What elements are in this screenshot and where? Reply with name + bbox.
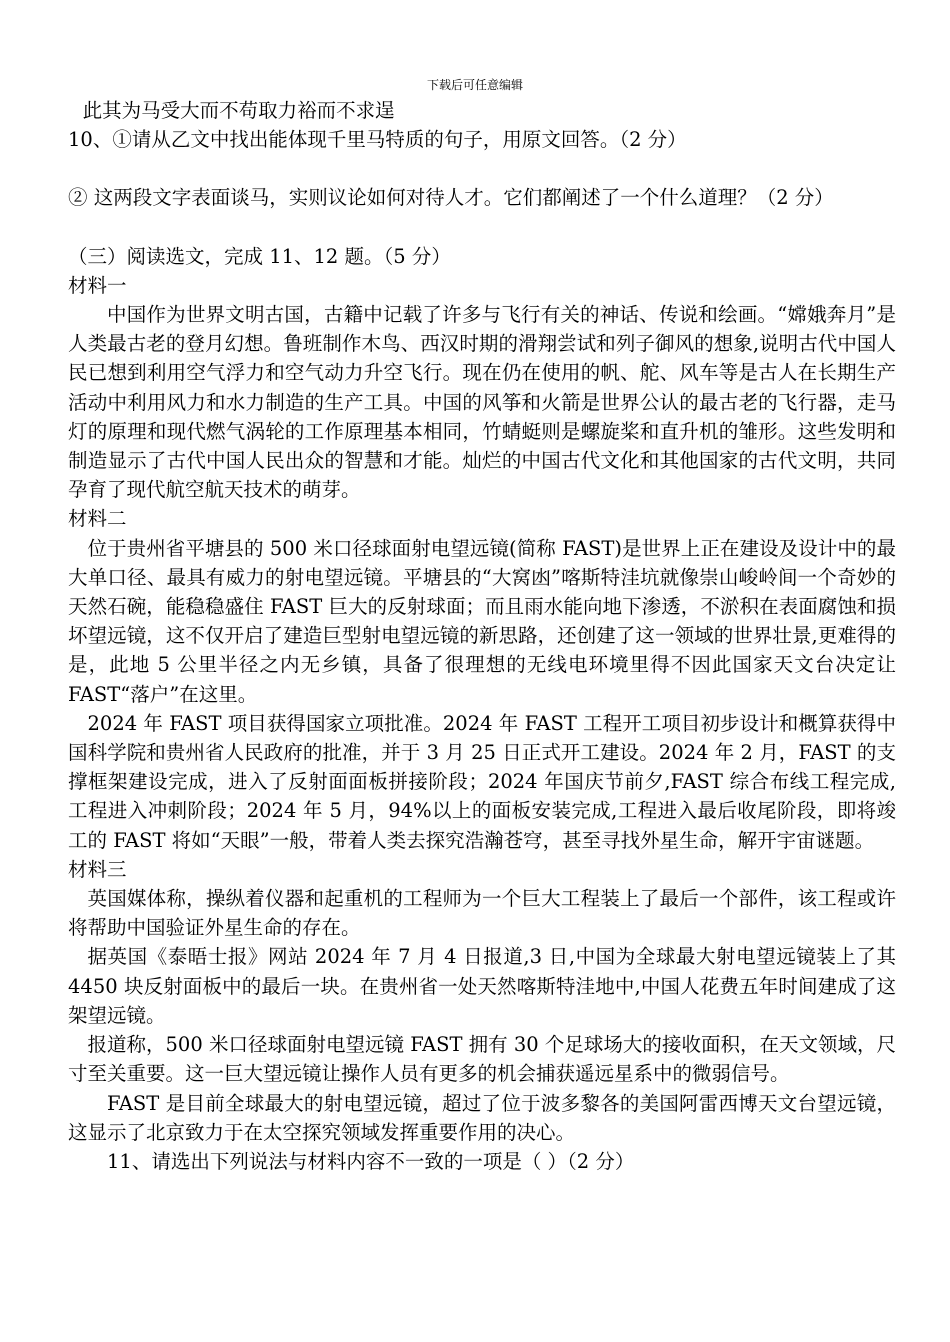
material-3-paragraph-3: 报道称，500 米口径球面射电望远镜 FAST 拥有 30 个足球场大的接收面积，在天文领域，尺寸至关重要。这一巨大望远镜让操作人员有更多的机会捕获遥远星系中的微弱信号。 xyxy=(68,1033,896,1086)
question-10-part-1: 10、①请从乙文中找出能体现千里马特质的句子，用原文回答。（2 分） xyxy=(68,128,687,152)
material-3-paragraph-4: FAST 是目前全球最大的射电望远镜，超过了位于波多黎各的美国阿雷西博天文台望远镜，这显示了北京致力于在太空探究领域发挥重要作用的决心。 xyxy=(68,1091,896,1144)
page-header: 下载后可任意编辑 xyxy=(426,78,523,92)
classical-text-line: 此其为马受大而不苟取力裕而不求逞 xyxy=(82,99,395,122)
material-2-title: 材料二 xyxy=(68,507,127,531)
material-2-paragraph-1: 位于贵州省平塘县的 500 米口径球面射电望远镜(简称 FAST)是世界上正在建设及设计中的最大单口径、最具有威力的射电望远镜。平塘县的“大窝凼”喀斯特洼坑就像崇山峻岭间一个奇妙的天然石碗，能稳稳盛住 FAST 巨大的反射球面；而且雨水能向地下渗透，不淤积在表面腐蚀和损坏望远镜，这不仅开启了建造巨型射电望远镜的新思路，还创建了这一领域的世界壮景,更难得的是，此地 5 公里半径之内无乡镇，具备了很理想的无线电环境里得不因此国家天文台决定让 FAST“落户”在这里。 xyxy=(68,536,896,706)
material-3-paragraph-1: 英国媒体称，操纵着仪器和起重机的工程师为一个巨大工程装上了最后一个部件，该工程或许将帮助中国验证外星生命的存在。 xyxy=(68,887,896,940)
material-3-paragraph-2: 据英国《泰晤士报》网站 2024 年 7 月 4 日报道,3 日,中国为全球最大射电望远镜装上了其 4450 块反射面板中的最后一块。在贵州省一处天然喀斯特洼地中,中国人花费五年时间建成了这架望远镜。 xyxy=(68,945,896,1027)
material-3-title: 材料三 xyxy=(68,857,127,881)
document-body xyxy=(68,96,896,1176)
material-2-paragraph-2: 2024 年 FAST 项目获得国家立项批准。2024 年 FAST 工程开工项目初步设计和概算获得中国科学院和贵州省人民政府的批准，并于 3 月 25 日正式开工建设。2024 年 2 月，FAST 的支撑框架建设完成，进入了反射面面板拼接阶段；2024 年国庆节前夕,FAST 综合布线工程完成,工程进入冲刺阶段；2024 年 5 月，94%以上的面板安装完成,工程进入最后收尾阶段，即将竣工的 FAST 将如“天眼”一般，带着人类去探究浩瀚苍穹，甚至寻找外星生命，解开宇宙谜题。 xyxy=(68,711,896,852)
question-11: 11、请选出下列说法与材料内容不一致的一项是（ ）（2 分） xyxy=(107,1149,635,1173)
section-3-heading: （三）阅读选文，完成 11、12 题。（5 分） xyxy=(68,244,451,268)
material-1-text: 中国作为世界文明古国，古籍中记载了许多与飞行有关的神话、传说和绘画。“嫦娥奔月”是人类最古老的登月幻想。鲁班制作木鸟、西汉时期的滑翔尝试和列子御风的想象,说明古代中国人民已想到利用空气浮力和空气动力升空飞行。现在仍在使用的帆、舵、风车等是古人在长期生产活动中利用风力和水力制造的生产工具。中国的风筝和火箭是世界公认的最古老的飞行器，走马灯的原理和现代燃气涡轮的工作原理基本相同，竹蜻蜓则是螺旋桨和直升机的雏形。这些发明和制造显示了古代中国人民出众的智慧和才能。灿烂的中国古代文化和其他国家的古代文明，共同孕育了现代航空航天技术的萌芽。 xyxy=(68,303,896,502)
question-10-part-2: ② 这两段文字表面谈马，实则议论如何对待人才。它们都阐述了一个什么道理？（2 分） xyxy=(68,186,834,210)
material-1-title: 材料一 xyxy=(68,273,127,297)
